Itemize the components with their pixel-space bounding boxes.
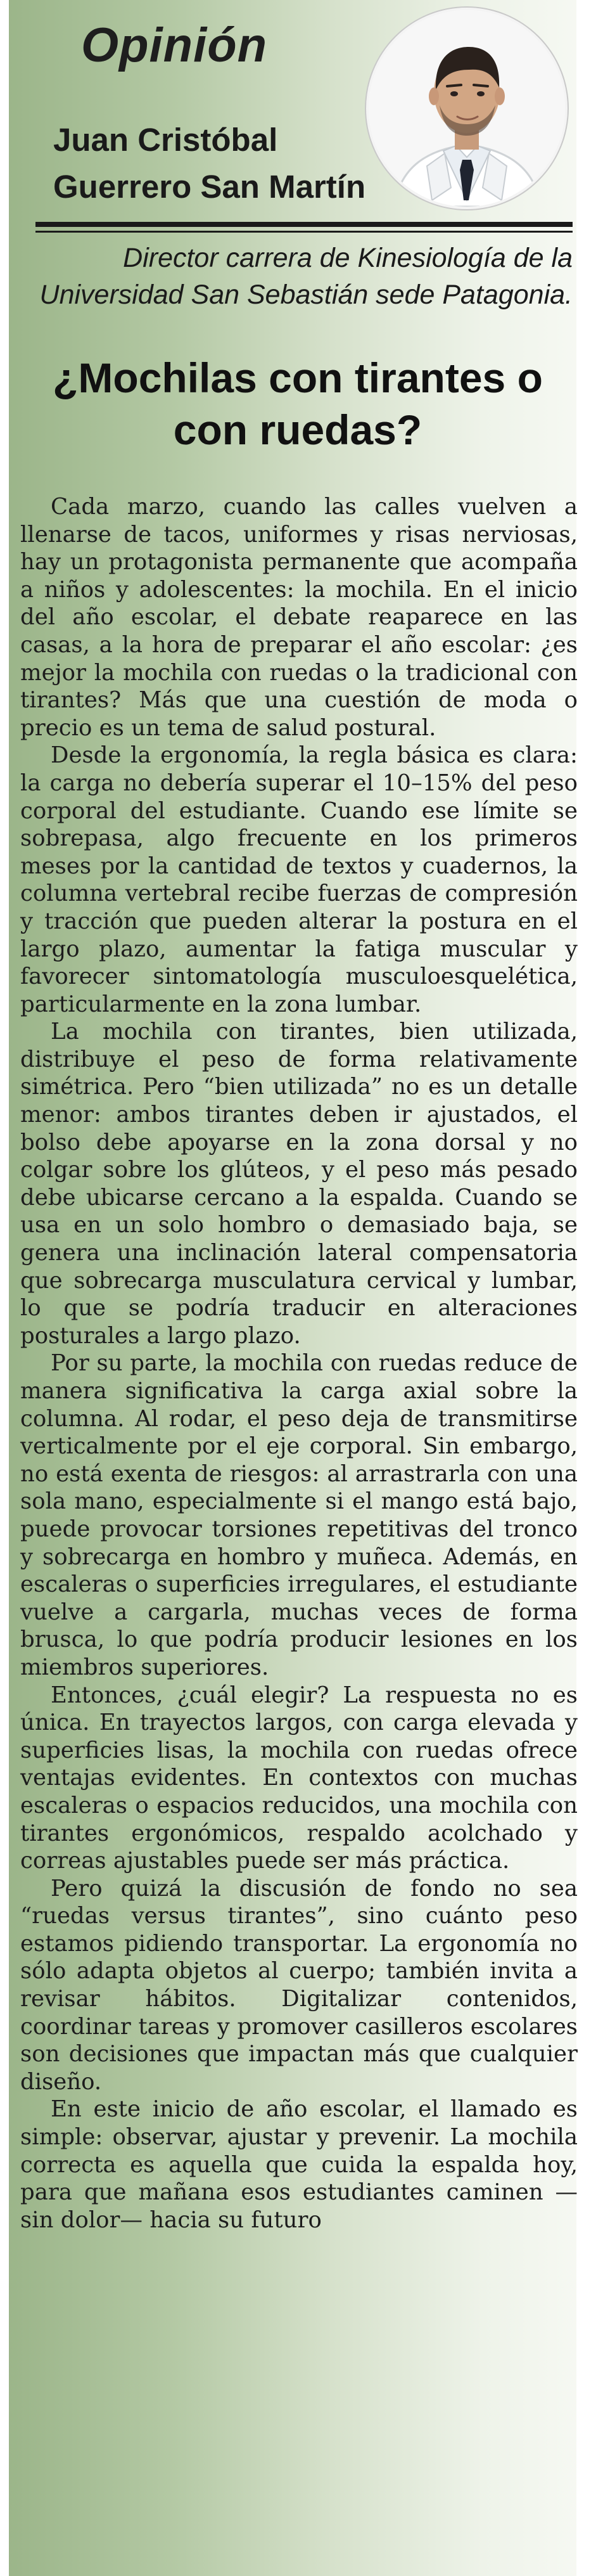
article-paragraph: Pero quizá la discusión de fondo no sea “ruedas versus tirantes”, sino cuánto peso estamos pidiendo transportar. La ergonomía no sólo adapta objetos al cuerpo; también invita a revisar hábitos. Digitalizar contenidos, coordinar tareas y promover casilleros escolares son decisiones que impactan más que cualquier diseño. bbox=[20, 1875, 578, 2095]
article-body bbox=[20, 493, 578, 2234]
author-name bbox=[53, 117, 365, 210]
article-paragraph: La mochila con tirantes, bien utilizada, distribuye el peso de forma relativamente simétrica. Pero “bien utilizada” no es un detalle menor: ambos tirantes deben ir ajustados, el bolso debe apoyarse en la zona dorsal y no colgar sobre los glúteos, y el peso más pesado debe ubicarse cercano a la espalda. Cuando se usa en un solo hombro o demasiado baja, se genera una inclinación lateral compensatoria que sobrecarga musculatura cervical y lumbar, lo que se podría traducir en alteraciones posturales a largo plazo. bbox=[20, 1019, 578, 1349]
author-role-line1: Director carrera de Kinesiología de la bbox=[123, 243, 573, 273]
article-paragraph: Desde la ergonomía, la regla básica es clara: la carga no debería superar el 10–15% del peso corporal del estudiante. Cuando ese límite se sobrepasa, algo frecuente en los primeros meses por la cantidad de textos y cuadernos, la columna vertebral recibe fuerzas de compresión y tracción que pueden alterar la postura en el largo plazo, aumentar la fatiga muscular y favorecer sintomatología musculoesquelética, particularmente en la zona lumbar. bbox=[20, 742, 578, 1017]
article-paragraph: En este inicio de año escolar, el llamado es simple: observar, ajustar y prevenir. La mochila correcta es aquella que cuida la espalda hoy, para que mañana esos estudiantes caminen —sin dolor— hacia su futuro bbox=[20, 2096, 578, 2233]
author-portrait-image bbox=[369, 10, 565, 207]
section-label: Opinión bbox=[81, 18, 268, 72]
author-name-line1: Juan Cristóbal bbox=[53, 122, 278, 158]
author-photo bbox=[366, 8, 568, 209]
header-rule-thin bbox=[35, 231, 573, 233]
author-role-line2: Universidad San Sebastián sede Patagonia. bbox=[39, 280, 573, 310]
author-name-line2: Guerrero San Martín bbox=[53, 169, 366, 205]
author-role bbox=[35, 240, 573, 313]
article-paragraph: Cada marzo, cuando las calles vuelven a llenarse de tacos, uniformes y risas nerviosas, hay un protagonista permanente que acompaña a niños y adolescentes: la mochila. En el inicio del año escolar, el debate reaparece en las casas, a la hora de preparar el año escolar: ¿es mejor la mochila con ruedas o la tradicional con tirantes? Más que una cuestión de moda o precio es un tema de salud postural. bbox=[20, 494, 578, 741]
page-margin-left bbox=[0, 0, 9, 2576]
article-paragraph: Por su parte, la mochila con ruedas reduce de manera significativa la carga axial sobre la columna. Al rodar, el peso deja de transmitirse verticalmente por el eje corporal. Sin embargo, no está exenta de riesgos: al arrastrarla con una sola mano, especialmente si el mango está bajo, puede provocar torsiones repetitivas del tronco y sobrecarga en hombro y muñeca. Además, en escaleras o superficies irregulares, el estudiante vuelve a cargarla, muchas veces de forma brusca, lo que podría producir lesiones en los miembros superiores. bbox=[20, 1350, 578, 1680]
article-paragraph: Entonces, ¿cuál elegir? La respuesta no es única. En trayectos largos, con carga elevada y superficies lisas, la mochila con ruedas ofrece ventajas evidentes. En contextos con muchas escaleras o espacios reducidos, una mochila con tirantes ergonómicos, respaldo acolchado y correas ajustables puede ser más práctica. bbox=[20, 1682, 578, 1874]
page-margin-right bbox=[576, 0, 603, 2576]
article-headline: ¿Mochilas con tirantes o con ruedas? bbox=[53, 354, 543, 453]
header-rule-thick bbox=[35, 222, 573, 227]
